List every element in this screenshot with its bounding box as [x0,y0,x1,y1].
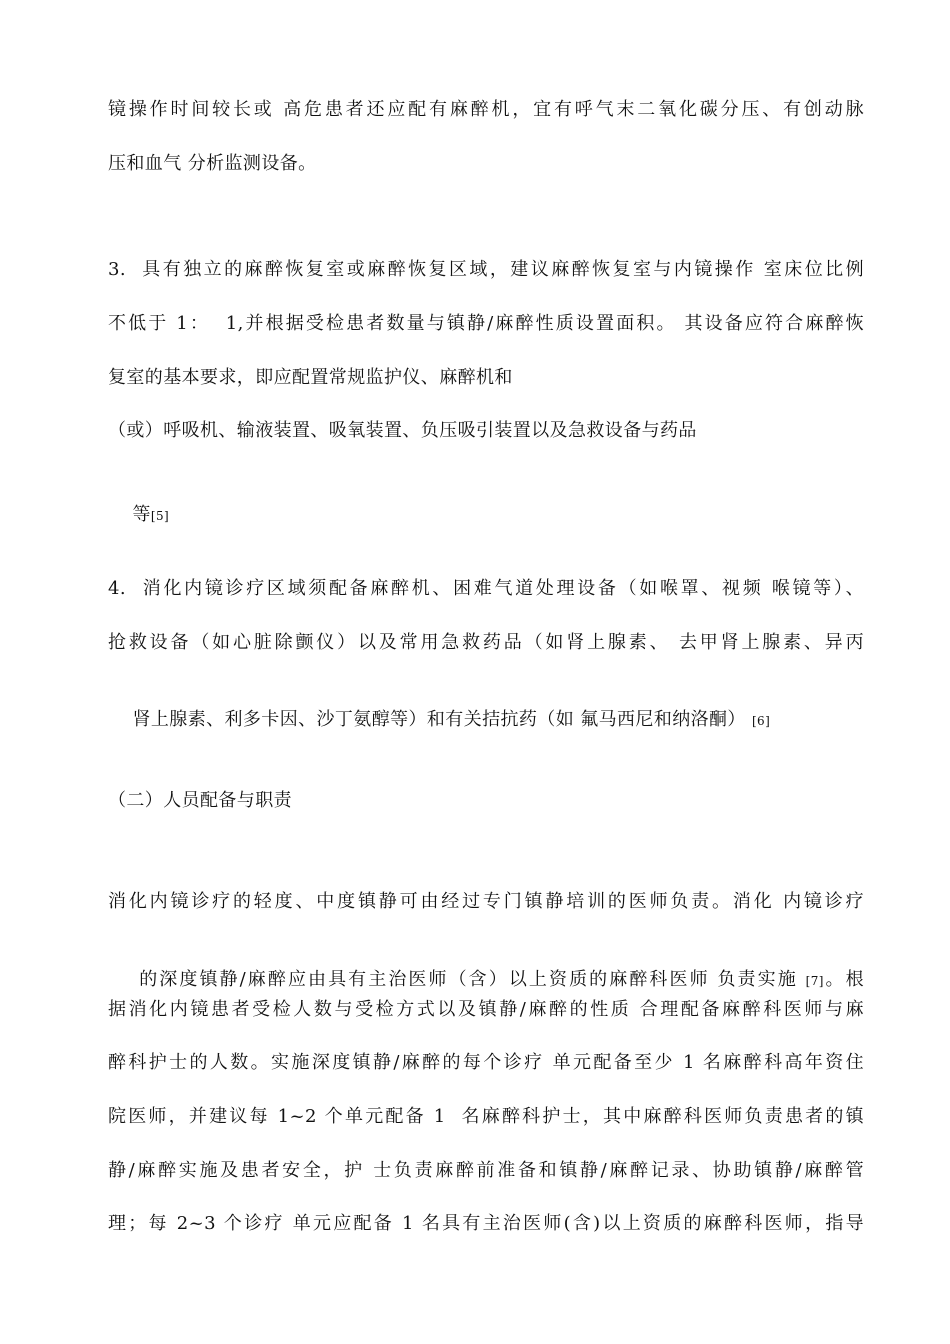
paragraph-line: 院医师，并建议每 1~2 个单元配备 1 名麻醉科护士，其中麻醉科医师负责患者的镇 [108,1106,864,1127]
paragraph-line: 醉科护士的人数。实施深度镇静/麻醉的每个诊疗 单元配备至少 1 名麻醉科高年资住 [108,1052,864,1073]
citation-ref: [6] [751,714,771,728]
paragraph-text: 肾上腺素、利多卡因、沙丁氨醇等）和有关拮抗药（如 氟马西尼和纳洛酮） [132,709,746,730]
list-item-4-line: 4. 消化内镜诊疗区域须配备麻醉机、困难气道处理设备（如喉罩、视频 喉镜等）、 [108,578,864,599]
paragraph-line: 据消化内镜患者受检人数与受检方式以及镇静/麻醉的性质 合理配备麻醉科医师与麻 [108,999,864,1020]
paragraph-line: 消化内镜诊疗的轻度、中度镇静可由经过专门镇静培训的医师负责。消化 内镜诊疗 [108,891,864,912]
list-item-3-line: 不低于 1： 1,并根据受检患者数量与镇静/麻醉性质设置面积。 其设备应符合麻醉恢 [108,313,864,334]
paragraph-line: 镜操作时间较长或 高危患者还应配有麻醉机，宜有呼气末二氧化碳分压、有创动脉 [108,99,864,120]
citation-ref: [5] [150,509,170,523]
list-item-3-line: 3. 具有独立的麻醉恢复室或麻醉恢复区域，建议麻醉恢复室与内镜操作 室床位比例 [108,259,864,280]
list-item-3-line [108,479,169,552]
paragraph-line: 静/麻醉实施及患者安全，护 士负责麻醉前准备和镇静/麻醉记录、协助镇静/麻醉管 [108,1160,864,1181]
list-item-4-line [108,684,770,757]
section-heading: （二）人员配备与职责 [108,790,292,811]
paragraph-text: 等 [132,504,151,525]
list-item-3-line: （或）呼吸机、输液装置、吸氧装置、负压吸引装置以及急救设备与药品 [108,420,697,441]
paragraph-text: 。根 [823,969,864,990]
list-item-3-line: 复室的基本要求，即应配置常规监护仪、麻醉机和 [108,367,513,388]
citation-ref: [7] [805,974,824,988]
paragraph-text: 的深度镇静/麻醉应由具有主治医师（含）以上资质的麻醉科医师 负责实施 [139,969,798,990]
paragraph-line: 压和血气 分析监测设备。 [108,153,317,174]
paragraph-line: 理；每 2~3 个诊疗 单元应配备 1 名具有主治医师(含)以上资质的麻醉科医师，指导 [108,1213,864,1234]
list-item-4-line: 抢救设备（如心脏除颤仪）以及常用急救药品（如肾上腺素、 去甲肾上腺素、异丙 [108,632,864,653]
